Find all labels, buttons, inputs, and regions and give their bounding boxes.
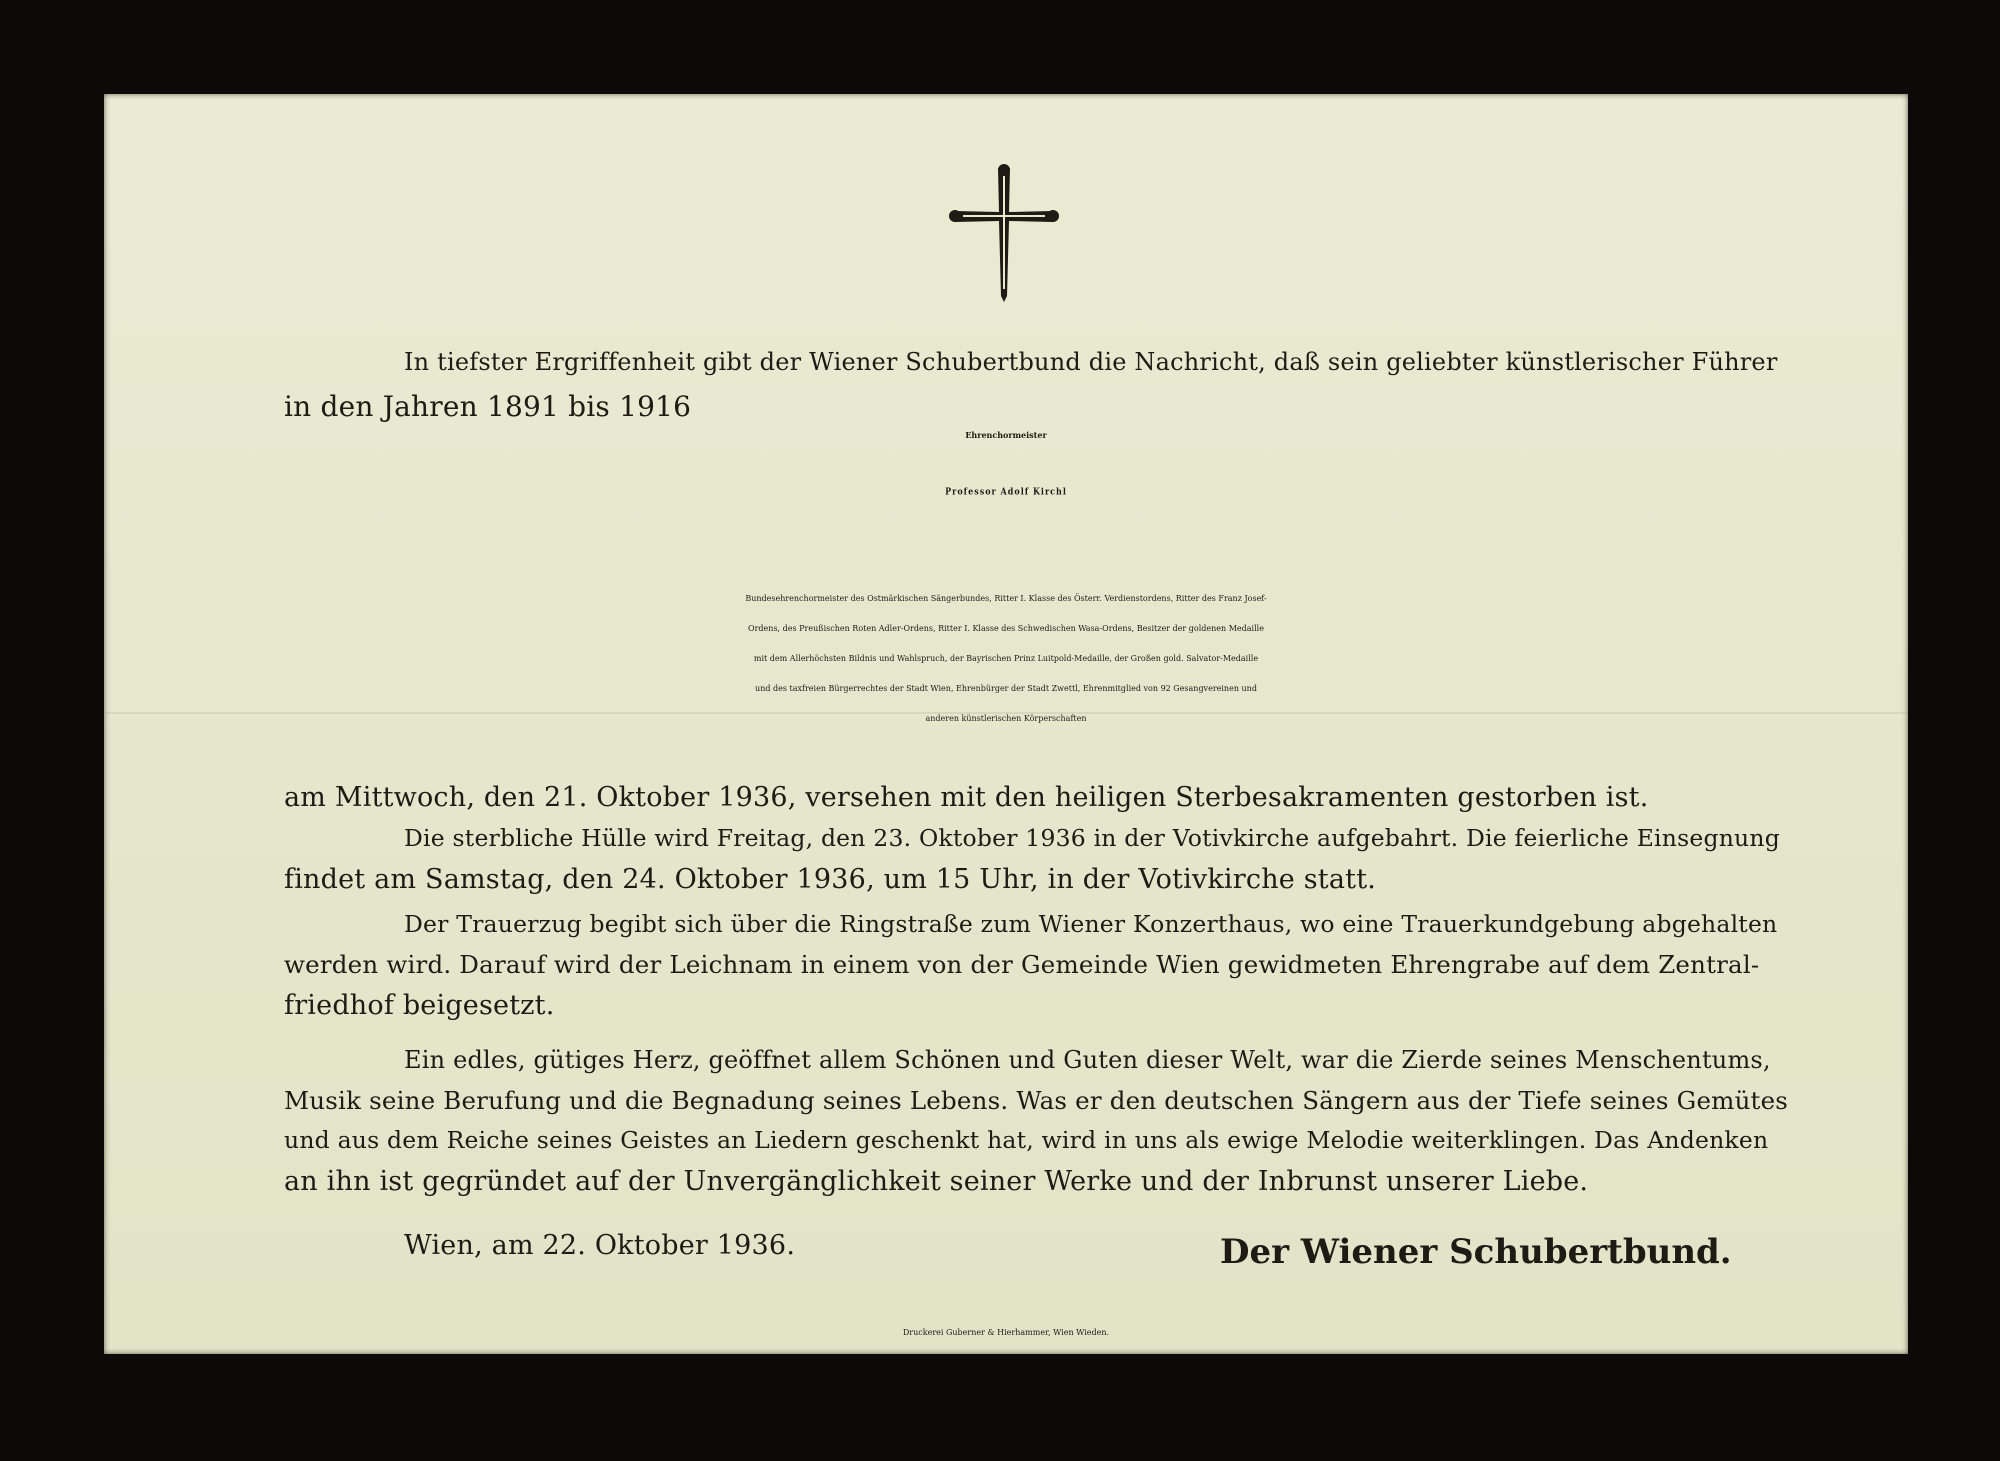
honors-line-1: Bundesehrenchormeister des Ostmärkischen Sängerbundes, Ritter I. Klasse des Österr. Verdienstordens, Ritter des Franz Josef- [745,594,1267,603]
paragraph-3-line-4: an ihn ist gegründet auf der Unvergänglichkeit seiner Werke und der Inbrunst unserer Liebe. [284,1166,1589,1197]
paragraph-2-line-1: Der Trauerzug begibt sich über die Ringstraße zum Wiener Konzerthaus, wo eine Trauerkundgebung abgehalten [404,910,1778,938]
intro-line-1: In tiefster Ergriffenheit gibt der Wiener Schubertbund die Nachricht, daß sein geliebter künstlerischer Führer [404,348,1778,376]
paragraph-1-line-1: Die sterbliche Hülle wird Freitag, den 23. Oktober 1936 in der Votivkirche aufgebahrt. Die feierliche Einsegnung [404,824,1780,852]
death-line: am Mittwoch, den 21. Oktober 1936, versehen mit den heiligen Sterbesakramenten gestorben ist. [284,782,1649,813]
latin-cross-icon [949,164,1059,304]
signature-organization: Der Wiener Schubertbund. [1220,1232,1732,1272]
paragraph-2-line-3: friedhof beigesetzt. [284,990,555,1021]
honorific-title: Ehrenchormeister [965,430,1047,440]
death-notice-sheet [104,94,1908,1354]
paragraph-3-line-1: Ein edles, gütiges Herz, geöffnet allem Schönen und Guten dieser Welt, war die Zierde seines Menschentums, [404,1046,1771,1074]
paragraph-1-line-2: findet am Samstag, den 24. Oktober 1936, um 15 Uhr, in der Votivkirche statt. [284,864,1377,895]
honors-line-4: und des taxfreien Bürgerrechtes der Stadt Wien, Ehrenbürger der Stadt Zwettl, Ehrenmitglied von 92 Gesangvereinen und [755,684,1257,693]
paragraph-3-line-2: Musik seine Berufung und die Begnadung seines Lebens. Was er den deutschen Sängern aus der Tiefe seines Gemütes [284,1086,1789,1115]
paragraph-2-line-2: werden wird. Darauf wird der Leichnam in einem von der Gemeinde Wien gewidmeten Ehrengrabe auf dem Zentral- [284,950,1760,979]
deceased-name: Professor Adolf Kirchl [945,485,1067,497]
intro-line-2: in den Jahren 1891 bis 1916 [284,390,692,423]
honors-line-2: Ordens, des Preußischen Roten Adler-Ordens, Ritter I. Klasse des Schwedischen Wasa-Ordens, Besitzer der goldenen Medaille [748,624,1264,633]
place-and-date: Wien, am 22. Oktober 1936. [404,1230,796,1261]
honors-line-3: mit dem Allerhöchsten Bildnis und Wahlspruch, der Bayrischen Prinz Luitpold-Medaille, der Großen gold. Salvator-Medaille [753,654,1259,663]
paragraph-3-line-3: und aus dem Reiche seines Geistes an Liedern geschenkt hat, wird in uns als ewige Melodie weiterklingen. Das Andenken [284,1126,1769,1154]
honors-line-5: anderen künstlerischen Körperschaften [925,714,1087,723]
printer-imprint: Druckerei Guberner & Hierhammer, Wien Wieden. [902,1328,1110,1337]
